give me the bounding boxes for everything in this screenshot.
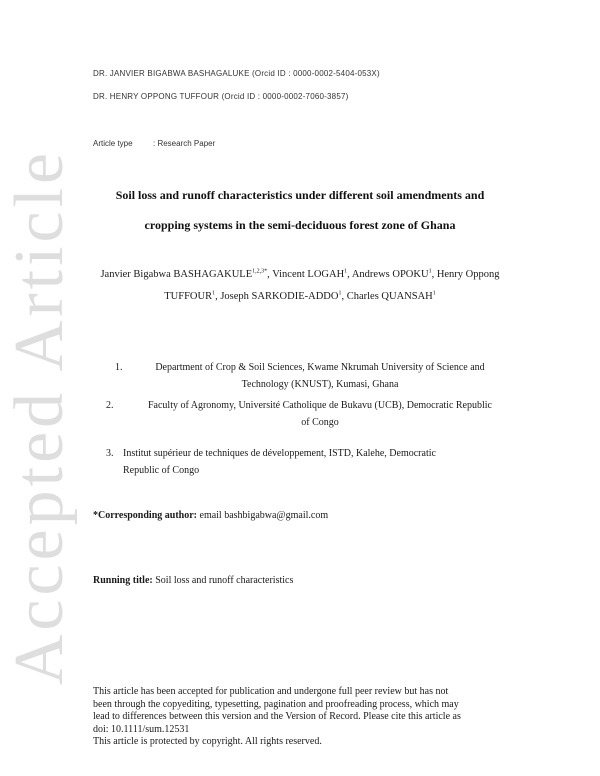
- author-name: Joseph SARKODIE-ADDO: [220, 291, 339, 302]
- author-affil-sup: 1: [428, 268, 432, 275]
- affiliation-text: of Congo: [301, 417, 339, 428]
- affiliation-text: Department of Crop & Soil Sciences, Kwame Nkrumah University of Science and: [155, 362, 485, 373]
- author-affil-sup: 1: [338, 290, 342, 297]
- corresponding-author-email: email bashbigabwa@gmail.com: [199, 510, 329, 521]
- orcid-line-1: DR. JANVIER BIGABWA BASHAGALUKE (Orcid ID : 0000-0002-5404-053X): [93, 69, 380, 78]
- accepted-article-watermark: [1, 82, 79, 752]
- title-line-1: Soil loss and runoff characteristics under different soil amendments and: [115, 188, 485, 202]
- affiliation-number: 2.: [106, 400, 114, 411]
- corresponding-author: [93, 510, 328, 521]
- corresponding-author-label: *Corresponding author:: [93, 510, 197, 521]
- author-list: Janvier Bigabwa $BASHAGAKULE^{1,2,3*}$, Vincent LOGAH$^1$, Andrews OPOKU$^1$, Henry Oppong TUFFOUR$^1$, Joseph SARKODIE-ADDO$^1$, Charles QUANSAH$^1$: [100, 268, 500, 302]
- affiliation-number: 3.: [106, 448, 114, 459]
- watermark-text: Accepted Article: [1, 148, 79, 686]
- notice-doi: doi: 10.1111/sum.12531: [93, 723, 190, 735]
- author-name: Vincent LOGAH: [272, 269, 345, 280]
- notice-line: This article has been accepted for publication and undergone full peer review but has not: [93, 686, 449, 697]
- author-affil-sup: 1: [432, 290, 436, 297]
- notice-line: been through the copyediting, typesetting, pagination and proofreading process, which may: [93, 698, 459, 710]
- affiliation-text: Republic of Congo: [123, 465, 200, 476]
- author-affil-sup: 1,2,3*: [252, 268, 268, 275]
- affiliation-1: [115, 359, 507, 393]
- affiliation-3: [106, 445, 516, 479]
- affiliation-text: Technology (KNUST), Kumasi, Ghana: [241, 379, 399, 390]
- author-name: Henry Oppong TUFFOUR: [164, 269, 500, 302]
- article-type: [93, 139, 215, 148]
- notice-line: lead to differences between this version and the Version of Record. Please cite this article as: [93, 711, 461, 722]
- running-title: [93, 575, 293, 586]
- author-name: Charles QUANSAH: [346, 291, 433, 302]
- acceptance-notice: [93, 686, 513, 749]
- copyright-notice: This article is protected by copyright. All rights reserved.: [93, 736, 322, 747]
- affiliation-text: Institut supérieur de techniques de développement, ISTD, Kalehe, Democratic: [123, 448, 436, 459]
- author-name: Andrews OPOKU: [351, 269, 429, 280]
- title-line-2: cropping systems in the semi-deciduous forest zone of Ghana: [144, 218, 456, 232]
- running-title-value: Soil loss and runoff characteristics: [155, 575, 294, 586]
- article-type-label: Article type: [93, 139, 133, 148]
- author-affil-sup: 1: [212, 290, 216, 297]
- author-affil-sup: 1: [344, 268, 348, 275]
- orcid-line-2: DR. HENRY OPPONG TUFFOUR (Orcid ID : 0000-0002-7060-3857): [93, 92, 349, 101]
- affiliation-number: 1.: [115, 362, 123, 373]
- affiliation-text: Faculty of Agronomy, Université Catholique de Bukavu (UCB), Democratic Republic: [147, 400, 492, 411]
- article-type-value: : Research Paper: [153, 139, 216, 148]
- affiliation-2: [106, 397, 516, 431]
- running-title-label: Running title:: [93, 575, 153, 586]
- author-name: Janvier Bigabwa BASHAGAKULE: [100, 269, 253, 280]
